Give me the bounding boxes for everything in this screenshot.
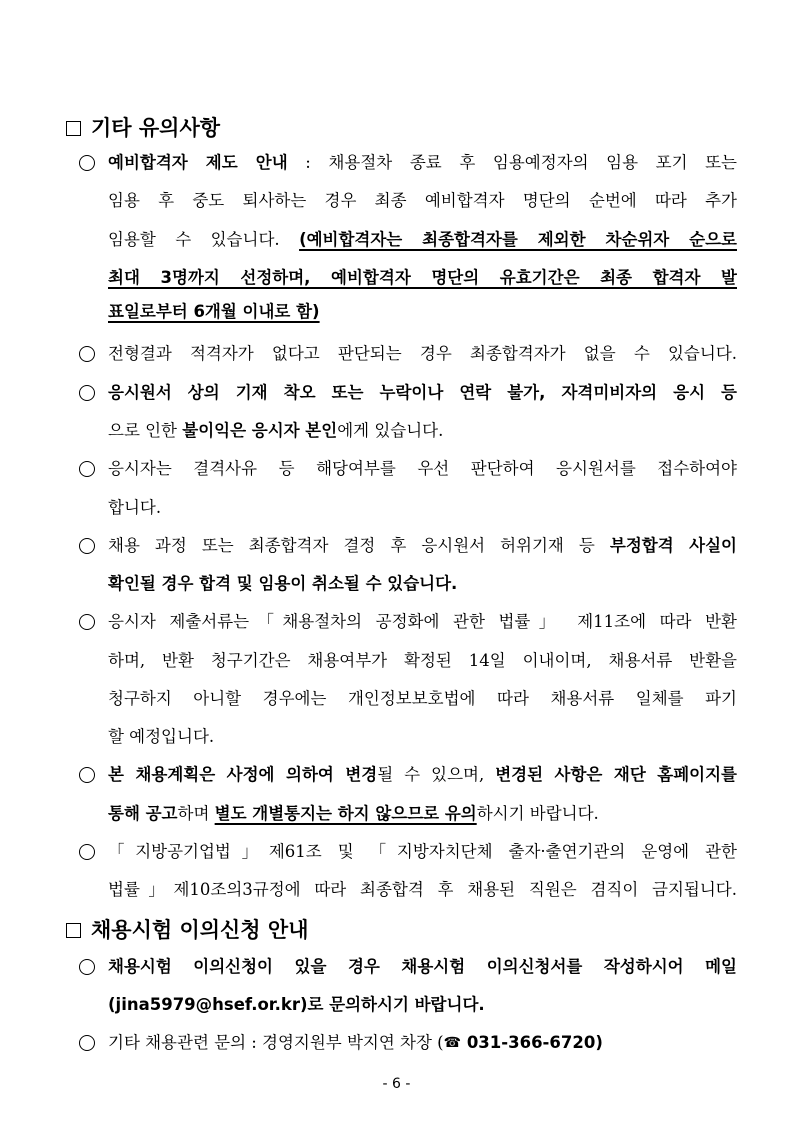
circle-bullet-icon bbox=[79, 385, 95, 401]
phone-icon: ☎ bbox=[443, 1035, 462, 1051]
circle-bullet-icon bbox=[79, 461, 95, 477]
bold-underlined-text: 별도 개별통지는 하지 않으므로 유의 bbox=[214, 804, 477, 823]
text: 하며 bbox=[177, 804, 215, 823]
list-item-line bbox=[108, 419, 737, 443]
list-item-line bbox=[108, 993, 737, 1017]
text: 에게 있습니다. bbox=[337, 421, 444, 440]
text: 응시자 제출서류는「채용절차의 공정화에 관한 법률」 제11조에 따라 반환 bbox=[108, 612, 737, 631]
list-item-line bbox=[108, 955, 737, 979]
list-item-line bbox=[108, 342, 737, 366]
section-title: 기타 유의사항 bbox=[91, 116, 221, 140]
circle-bullet-icon bbox=[79, 538, 95, 554]
list-item-line bbox=[108, 228, 737, 252]
text: 법률」제10조의3규정에 따라 최종합격 후 채용된 직원은 겸직이 금지됩니다. bbox=[108, 880, 737, 899]
text: 임용할 수 있습니다. bbox=[108, 230, 300, 249]
text: 할 예정입니다. bbox=[108, 727, 215, 746]
text: 합니다. bbox=[108, 498, 162, 517]
page-number: - 6 - bbox=[382, 1076, 411, 1092]
text: 임용 후 중도 퇴사하는 경우 최종 예비합격자 명단의 순번에 따라 추가 bbox=[108, 191, 737, 210]
bold-text: 예비합격자 제도 안내 bbox=[108, 153, 288, 172]
bold-text: 확인될 경우 합격 및 임용이 취소될 수 있습니다. bbox=[108, 574, 458, 593]
list-item-line bbox=[108, 687, 737, 711]
bold-text: 불이익은 응시자 본인 bbox=[182, 421, 338, 440]
circle-bullet-icon bbox=[79, 346, 95, 362]
checkbox-square-icon bbox=[66, 923, 81, 938]
checkbox-square-icon bbox=[66, 121, 81, 136]
list-item-line bbox=[108, 189, 737, 213]
phone-number: 031-366-6720) bbox=[461, 1033, 603, 1052]
list-item-line bbox=[108, 300, 737, 324]
list-item-line bbox=[108, 649, 737, 673]
circle-bullet-icon bbox=[79, 1035, 95, 1051]
list-item-line bbox=[108, 496, 737, 520]
email-contact-text: (jina5979@hsef.or.kr)로 문의하시기 바랍니다. bbox=[108, 995, 485, 1014]
list-item-line bbox=[108, 534, 737, 558]
bold-text: 채용시험 이의신청이 있을 경우 채용시험 이의신청서를 작성하시어 메일 bbox=[108, 957, 737, 976]
text: 전형결과 적격자가 없다고 판단되는 경우 최종합격자가 없을 수 있습니다. bbox=[108, 344, 737, 363]
circle-bullet-icon bbox=[79, 614, 95, 630]
circle-bullet-icon bbox=[79, 155, 95, 171]
text: 될 수 있으며, bbox=[377, 765, 496, 784]
bold-text: 통해 공고 bbox=[108, 804, 178, 823]
list-item-line bbox=[108, 610, 737, 634]
bold-text: 본 채용계획은 사정에 의하여 변경 bbox=[108, 765, 378, 784]
list-item-line bbox=[108, 266, 737, 290]
text: 채용 과정 또는 최종합격자 결정 후 응시원서 허위기재 등 bbox=[108, 536, 610, 555]
list-item-line bbox=[108, 151, 737, 175]
section-heading-appeal bbox=[66, 916, 308, 944]
circle-bullet-icon bbox=[79, 959, 95, 975]
bold-underlined-text: 표일로부터 6개월 이내로 함) bbox=[108, 302, 320, 321]
section-title: 채용시험 이의신청 안내 bbox=[91, 918, 309, 942]
list-item-line bbox=[108, 725, 737, 749]
list-item-line bbox=[108, 763, 737, 787]
list-item-line bbox=[108, 381, 737, 405]
bold-text: 응시원서 상의 기재 착오 또는 누락이나 연락 불가, 자격미비자의 응시 등 bbox=[108, 383, 737, 402]
text: 하시기 바랍니다. bbox=[476, 804, 599, 823]
text: 응시자는 결격사유 등 해당여부를 우선 판단하여 응시원서를 접수하여야 bbox=[108, 459, 737, 478]
bold-underlined-text: 최대 3명까지 선정하며, 예비합격자 명단의 유효기간은 최종 합격자 발 bbox=[108, 268, 737, 287]
circle-bullet-icon bbox=[79, 844, 95, 860]
bold-underlined-text: (예비합격자는 최종합격자를 제외한 차순위자 순으로 bbox=[299, 230, 737, 249]
text: 「지방공기업법」제61조 및 「지방자치단체 출자·출연기관의 운영에 관한 bbox=[108, 842, 737, 861]
list-item-line bbox=[108, 457, 737, 481]
list-item-line bbox=[108, 802, 737, 826]
list-item-line bbox=[108, 840, 737, 864]
text: 하며, 반환 청구기간은 채용여부가 확정된 14일 이내이며, 채용서류 반환을 bbox=[108, 651, 737, 670]
text: 기타 채용관련 문의 : 경영지원부 박지연 차장 ( bbox=[108, 1033, 444, 1052]
list-item-line bbox=[108, 878, 737, 902]
text: 으로 인한 bbox=[108, 421, 183, 440]
bold-text: 변경된 사항은 재단 홈페이지를 bbox=[495, 765, 737, 784]
text: : 채용절차 종료 후 임용예정자의 임용 포기 또는 bbox=[287, 153, 737, 172]
text: 청구하지 아니할 경우에는 개인정보보호법에 따라 채용서류 일체를 파기 bbox=[108, 689, 737, 708]
list-item-line bbox=[108, 1031, 737, 1055]
circle-bullet-icon bbox=[79, 767, 95, 783]
section-heading-notes bbox=[66, 114, 220, 142]
list-item-line bbox=[108, 572, 737, 596]
bold-text: 부정합격 사실이 bbox=[609, 536, 737, 555]
